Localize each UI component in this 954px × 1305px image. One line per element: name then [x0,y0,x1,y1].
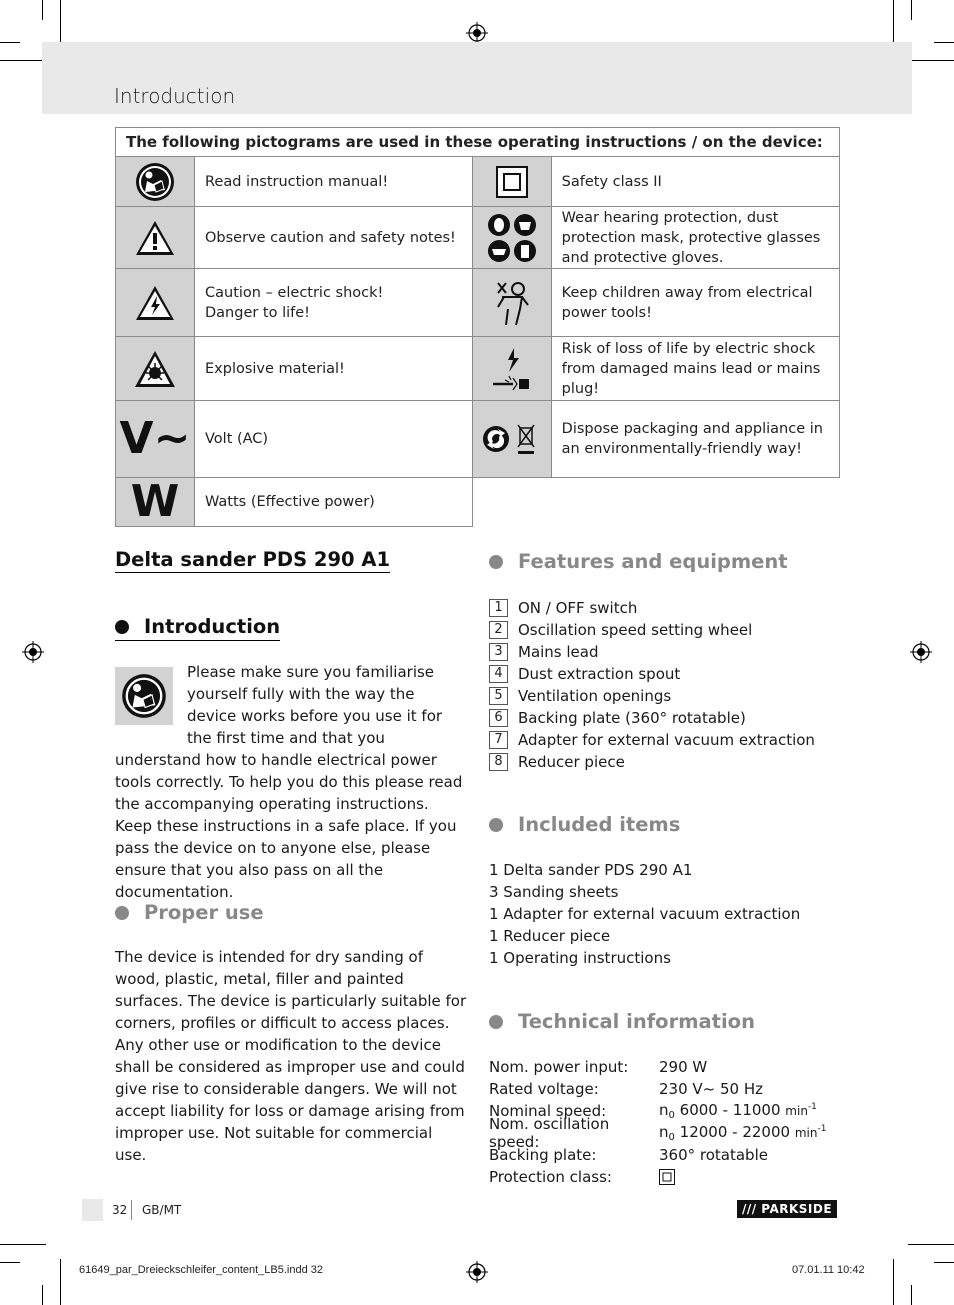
tech-row: Rated voltage: 230 V~ 50 Hz [489,1080,764,1098]
bullet-icon [115,620,129,634]
registration-mark-icon [910,641,932,663]
bullet-icon [115,906,129,920]
list-item: 5 Ventilation openings [489,685,815,707]
list-item: 7 Adapter for external vacuum extraction [489,729,815,751]
pictogram-table [115,127,840,527]
list-item: 6 Backing plate (360° rotatable) [489,707,815,729]
list-item: 1 Operating instructions [489,949,671,967]
pictogram-text: Observe caution and safety notes! [195,207,473,269]
tech-row: Nominal speed: $n_0$ 6000 - 11000 $\min^{-1}$ [489,1101,817,1121]
list-item: 1 Reducer piece [489,927,611,945]
pictogram-text: Caution – electric shock! Danger to life! [195,269,473,337]
safety-class-2-icon [659,1169,675,1185]
pictogram-text: Risk of loss of life by electric shock from damaged mains lead or mains plug! [551,337,839,401]
pictogram-table-heading: The following pictograms are used in these operating instructions / on the device: [116,128,840,157]
bullet-icon [489,818,503,832]
list-item: 1 Delta sander PDS 290 A1 [489,861,693,879]
pictogram-text: Dispose packaging and appliance in an environmentally-friendly way! [551,401,839,478]
product-title: Delta sander PDS 290 A1 [115,548,391,571]
pictogram-text: Wear hearing protection, dust protection mask, protective glasses and protective gloves. [551,207,839,269]
registration-mark-icon [466,22,488,44]
electric-shock-icon [116,269,195,337]
explosive-icon [116,337,195,401]
tech-row: Protection class: [489,1166,826,1188]
watts-icon: W [116,478,195,527]
protective-equipment-icon [472,207,551,269]
recycle-dispose-icon [472,401,551,478]
keep-children-away-icon [472,269,551,337]
bullet-icon [489,555,503,569]
bullet-icon [489,1015,503,1029]
list-item: 3 Sanding sheets [489,883,619,901]
warning-triangle-icon [116,207,195,269]
proper-use-paragraph: The device is intended for dry sanding of wood, plastic, metal, filler and painted surfaces. The device is particularly suitable for corners, profiles or difficult to access places. Any other use or modification to the device shall be considered as improper use and could give rise to considerable dangers. We will not accept liability for loss or damage arising from improper use. Not suitable for commercial use. [115,948,467,1164]
page-number: 32 [112,1203,128,1217]
print-slug-date: 07.01.11 10:42 [792,1264,865,1276]
proper-use-heading: Proper use [115,901,264,924]
brand-logo: /// PARKSIDE [737,1200,837,1218]
technical-table [489,1056,826,1188]
list-item: 1 ON / OFF switch [489,597,815,619]
intro-paragraph: Please make sure you familiarise yourself fully with the way the device works before you use it for the first time and that you understand how to handle electrical power tools correctly. To help you do this please read the accompanying operating instructions. Keep these instructions in a safe place. If you pass the device on to anyone else, please ensure that you also pass on all the documentation. [115,663,463,901]
tech-row: Nom. oscillation speed: $n_0$ 12000 - 22000 $\min^{-1}$ [489,1115,827,1151]
included-list [489,859,800,969]
pictogram-text: Safety class II [551,157,839,207]
included-heading: Included items [489,813,680,836]
features-list [489,597,815,773]
list-item: 3 Mains lead [489,641,815,663]
read-manual-icon [115,667,173,725]
list-item: 2 Oscillation speed setting wheel [489,619,815,641]
list-item: 4 Dust extraction spout [489,663,815,685]
pictogram-text: Watts (Effective power) [195,478,473,527]
page-title: Introduction [114,84,236,108]
footer-tab [82,1199,103,1221]
registration-mark-icon [22,641,44,663]
tech-row: Backing plate: 360° rotatable [489,1146,768,1164]
registration-mark-icon [466,1261,488,1283]
pictogram-text: Read instruction manual! [195,157,473,207]
technical-heading: Technical information [489,1010,755,1033]
volt-ac-icon: V~ [116,401,195,478]
language-code: GB/MT [142,1203,182,1217]
damaged-lead-icon [472,337,551,401]
list-item: 8 Reducer piece [489,751,815,773]
print-slug-file: 61649_par_Dreieckschleifer_content_LB5.indd 32 [79,1264,324,1276]
pictogram-text: Keep children away from electrical power tools! [551,269,839,337]
read-manual-icon [116,157,195,207]
list-item: 1 Adapter for external vacuum extraction [489,905,801,923]
safety-class-2-icon [472,157,551,207]
pictogram-text: Volt (AC) [195,401,473,478]
intro-heading: Introduction [115,615,280,641]
tech-row: Nom. power input: 290 W [489,1058,708,1076]
pictogram-text: Explosive material! [195,337,473,401]
features-heading: Features and equipment [489,550,788,573]
